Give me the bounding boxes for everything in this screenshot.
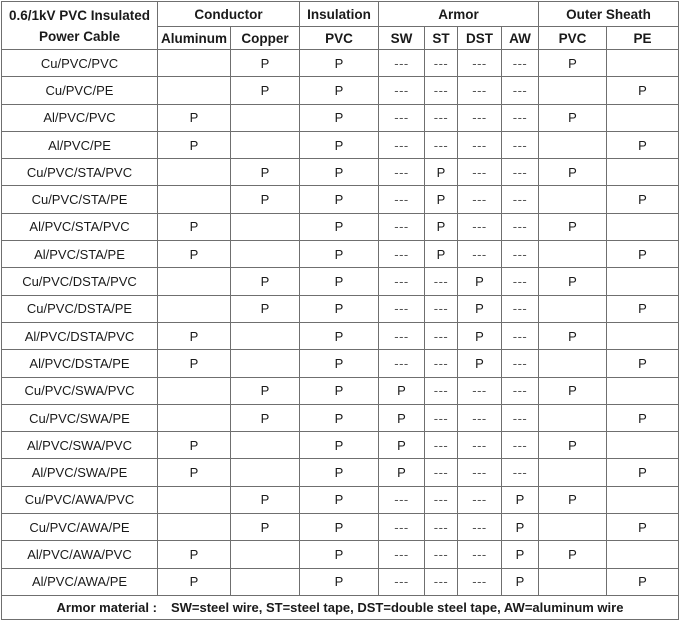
cell-sw: --- bbox=[379, 241, 425, 268]
cell-aluminum bbox=[158, 50, 231, 77]
cell-st: P bbox=[425, 213, 458, 240]
cell-aw: --- bbox=[502, 350, 539, 377]
cell-sw: P bbox=[379, 404, 425, 431]
table-row bbox=[2, 295, 679, 322]
cell-sheath-pe bbox=[607, 213, 679, 240]
cable-type-cell: Al/PVC/DSTA/PVC bbox=[2, 322, 158, 349]
table-header bbox=[2, 2, 679, 50]
cell-copper bbox=[231, 350, 300, 377]
table-row bbox=[2, 459, 679, 486]
cell-insulation-pvc: P bbox=[300, 186, 379, 213]
cell-aw: --- bbox=[502, 159, 539, 186]
cell-aluminum: P bbox=[158, 104, 231, 131]
footer-row bbox=[2, 595, 679, 619]
table-row bbox=[2, 77, 679, 104]
cell-aluminum: P bbox=[158, 350, 231, 377]
cell-copper bbox=[231, 322, 300, 349]
cell-sheath-pvc: P bbox=[539, 432, 607, 459]
cable-type-cell: Al/PVC/DSTA/PE bbox=[2, 350, 158, 377]
cell-st: --- bbox=[425, 568, 458, 595]
cell-insulation-pvc: P bbox=[300, 213, 379, 240]
cell-st: --- bbox=[425, 404, 458, 431]
cell-sw: --- bbox=[379, 568, 425, 595]
cell-st: --- bbox=[425, 377, 458, 404]
cell-aw: --- bbox=[502, 131, 539, 158]
cell-sw: --- bbox=[379, 322, 425, 349]
cell-st: --- bbox=[425, 350, 458, 377]
cell-copper bbox=[231, 432, 300, 459]
cell-aw: --- bbox=[502, 459, 539, 486]
cell-sheath-pvc: P bbox=[539, 268, 607, 295]
group-header-insulation: Insulation bbox=[300, 2, 379, 27]
cell-sheath-pe bbox=[607, 432, 679, 459]
cell-sheath-pvc: P bbox=[539, 322, 607, 349]
cell-copper: P bbox=[231, 186, 300, 213]
cell-sheath-pvc: P bbox=[539, 50, 607, 77]
cell-st: --- bbox=[425, 514, 458, 541]
table-row bbox=[2, 159, 679, 186]
cell-sw: --- bbox=[379, 186, 425, 213]
table-footer bbox=[2, 595, 679, 619]
cell-copper bbox=[231, 213, 300, 240]
cell-sheath-pe: P bbox=[607, 241, 679, 268]
cell-aw: --- bbox=[502, 104, 539, 131]
cable-type-cell: Cu/PVC/AWA/PVC bbox=[2, 486, 158, 513]
header-row-groups bbox=[2, 2, 679, 27]
cell-dst: --- bbox=[458, 432, 502, 459]
cell-dst: --- bbox=[458, 541, 502, 568]
column-header-sw: SW bbox=[379, 27, 425, 50]
cell-sheath-pvc bbox=[539, 131, 607, 158]
cell-insulation-pvc: P bbox=[300, 568, 379, 595]
cell-dst: --- bbox=[458, 568, 502, 595]
cell-aluminum bbox=[158, 268, 231, 295]
cell-aw: --- bbox=[502, 432, 539, 459]
cell-aw: P bbox=[502, 541, 539, 568]
cell-st: P bbox=[425, 186, 458, 213]
armor-legend bbox=[2, 595, 679, 619]
cell-copper: P bbox=[231, 514, 300, 541]
table-row bbox=[2, 404, 679, 431]
cell-sw: --- bbox=[379, 514, 425, 541]
cell-dst: --- bbox=[458, 377, 502, 404]
cell-sheath-pe: P bbox=[607, 350, 679, 377]
cell-aluminum bbox=[158, 159, 231, 186]
cell-dst: P bbox=[458, 295, 502, 322]
cell-sw: --- bbox=[379, 131, 425, 158]
cell-aluminum: P bbox=[158, 241, 231, 268]
table-title-cell bbox=[2, 2, 158, 50]
cell-aw: --- bbox=[502, 77, 539, 104]
cell-aw: --- bbox=[502, 404, 539, 431]
cell-insulation-pvc: P bbox=[300, 514, 379, 541]
table-row bbox=[2, 131, 679, 158]
table-row bbox=[2, 350, 679, 377]
cell-dst: --- bbox=[458, 131, 502, 158]
cell-sheath-pvc: P bbox=[539, 377, 607, 404]
cell-sheath-pe bbox=[607, 268, 679, 295]
cell-st: --- bbox=[425, 486, 458, 513]
cell-dst: P bbox=[458, 268, 502, 295]
cell-sheath-pe bbox=[607, 541, 679, 568]
cell-sw: --- bbox=[379, 159, 425, 186]
cable-type-cell: Cu/PVC/PE bbox=[2, 77, 158, 104]
cell-copper: P bbox=[231, 486, 300, 513]
group-header-conductor: Conductor bbox=[158, 2, 300, 27]
cell-copper: P bbox=[231, 159, 300, 186]
table-row bbox=[2, 268, 679, 295]
cell-sheath-pe: P bbox=[607, 131, 679, 158]
table-row bbox=[2, 241, 679, 268]
cell-insulation-pvc: P bbox=[300, 131, 379, 158]
cell-insulation-pvc: P bbox=[300, 350, 379, 377]
cable-type-cell: Cu/PVC/PVC bbox=[2, 50, 158, 77]
cell-st: --- bbox=[425, 541, 458, 568]
cell-insulation-pvc: P bbox=[300, 268, 379, 295]
cell-insulation-pvc: P bbox=[300, 77, 379, 104]
cell-sheath-pvc bbox=[539, 295, 607, 322]
cell-dst: --- bbox=[458, 486, 502, 513]
table-row bbox=[2, 322, 679, 349]
cable-spec-table bbox=[1, 1, 679, 620]
table-row bbox=[2, 514, 679, 541]
cell-sw: --- bbox=[379, 104, 425, 131]
table-title-line2: Power Cable bbox=[38, 28, 121, 44]
cell-insulation-pvc: P bbox=[300, 159, 379, 186]
cell-aw: P bbox=[502, 514, 539, 541]
column-header-sheath-pvc: PVC bbox=[539, 27, 607, 50]
cell-aluminum bbox=[158, 514, 231, 541]
cell-copper: P bbox=[231, 404, 300, 431]
cell-sheath-pe bbox=[607, 486, 679, 513]
cell-dst: --- bbox=[458, 213, 502, 240]
cell-aw: P bbox=[502, 486, 539, 513]
column-header-sheath-pe: PE bbox=[607, 27, 679, 50]
table-row bbox=[2, 486, 679, 513]
cell-sheath-pe: P bbox=[607, 77, 679, 104]
cell-aluminum bbox=[158, 186, 231, 213]
cable-type-cell: Al/PVC/PE bbox=[2, 131, 158, 158]
cell-aluminum bbox=[158, 377, 231, 404]
cell-insulation-pvc: P bbox=[300, 377, 379, 404]
cell-aw: --- bbox=[502, 295, 539, 322]
cell-insulation-pvc: P bbox=[300, 541, 379, 568]
table-row bbox=[2, 104, 679, 131]
cable-type-cell: Al/PVC/SWA/PVC bbox=[2, 432, 158, 459]
cell-sw: --- bbox=[379, 541, 425, 568]
cell-dst: --- bbox=[458, 459, 502, 486]
cell-sheath-pe: P bbox=[607, 568, 679, 595]
cell-dst: P bbox=[458, 322, 502, 349]
cell-aluminum: P bbox=[158, 213, 231, 240]
column-header-aluminum: Aluminum bbox=[158, 27, 231, 50]
cell-aluminum: P bbox=[158, 322, 231, 349]
cell-sw: --- bbox=[379, 350, 425, 377]
cell-sw: --- bbox=[379, 268, 425, 295]
column-header-aw: AW bbox=[502, 27, 539, 50]
cell-insulation-pvc: P bbox=[300, 459, 379, 486]
cell-sheath-pvc: P bbox=[539, 541, 607, 568]
cell-aw: --- bbox=[502, 377, 539, 404]
cell-aluminum: P bbox=[158, 131, 231, 158]
cell-copper: P bbox=[231, 295, 300, 322]
cell-st: --- bbox=[425, 459, 458, 486]
armor-legend-text: SW=steel wire, ST=steel tape, DST=double steel tape, AW=aluminum wire bbox=[170, 599, 624, 615]
table-row bbox=[2, 186, 679, 213]
table-row bbox=[2, 568, 679, 595]
cable-type-cell: Cu/PVC/AWA/PE bbox=[2, 514, 158, 541]
cell-aluminum: P bbox=[158, 541, 231, 568]
cell-insulation-pvc: P bbox=[300, 241, 379, 268]
cell-dst: --- bbox=[458, 50, 502, 77]
table-row bbox=[2, 541, 679, 568]
group-header-armor: Armor bbox=[379, 2, 539, 27]
cell-sw: --- bbox=[379, 77, 425, 104]
cell-sw: P bbox=[379, 459, 425, 486]
cable-type-cell: Al/PVC/PVC bbox=[2, 104, 158, 131]
cell-aluminum bbox=[158, 486, 231, 513]
group-header-outer-sheath: Outer Sheath bbox=[539, 2, 679, 27]
cable-type-cell: Al/PVC/SWA/PE bbox=[2, 459, 158, 486]
cell-sheath-pvc bbox=[539, 241, 607, 268]
table-title-line1: 0.6/1kV PVC Insulated bbox=[8, 7, 151, 23]
cell-aw: --- bbox=[502, 322, 539, 349]
cell-sheath-pe bbox=[607, 159, 679, 186]
cell-sheath-pvc bbox=[539, 186, 607, 213]
column-header-insulation-pvc: PVC bbox=[300, 27, 379, 50]
cable-type-cell: Cu/PVC/DSTA/PE bbox=[2, 295, 158, 322]
cable-type-cell: Al/PVC/AWA/PE bbox=[2, 568, 158, 595]
cell-aw: --- bbox=[502, 50, 539, 77]
cell-sheath-pvc: P bbox=[539, 104, 607, 131]
cell-dst: --- bbox=[458, 241, 502, 268]
column-header-copper: Copper bbox=[231, 27, 300, 50]
cable-type-cell: Cu/PVC/SWA/PE bbox=[2, 404, 158, 431]
cell-aluminum bbox=[158, 404, 231, 431]
cell-dst: --- bbox=[458, 404, 502, 431]
cell-insulation-pvc: P bbox=[300, 486, 379, 513]
cell-copper bbox=[231, 131, 300, 158]
table-row bbox=[2, 213, 679, 240]
cell-copper: P bbox=[231, 268, 300, 295]
cell-dst: P bbox=[458, 350, 502, 377]
cell-dst: --- bbox=[458, 77, 502, 104]
cell-aluminum bbox=[158, 295, 231, 322]
cell-st: --- bbox=[425, 432, 458, 459]
cell-sheath-pvc: P bbox=[539, 159, 607, 186]
cell-sheath-pvc: P bbox=[539, 213, 607, 240]
cell-st: --- bbox=[425, 104, 458, 131]
cell-sheath-pvc: P bbox=[539, 486, 607, 513]
cell-st: --- bbox=[425, 50, 458, 77]
cell-sheath-pe bbox=[607, 50, 679, 77]
table-row bbox=[2, 432, 679, 459]
cable-type-cell: Al/PVC/STA/PVC bbox=[2, 213, 158, 240]
cell-sheath-pvc bbox=[539, 568, 607, 595]
table-row bbox=[2, 377, 679, 404]
cell-copper bbox=[231, 459, 300, 486]
cell-aw: P bbox=[502, 568, 539, 595]
cell-sw: --- bbox=[379, 486, 425, 513]
cell-st: --- bbox=[425, 295, 458, 322]
cell-aluminum: P bbox=[158, 432, 231, 459]
cell-sw: --- bbox=[379, 295, 425, 322]
cell-sheath-pvc bbox=[539, 459, 607, 486]
cell-sheath-pe bbox=[607, 377, 679, 404]
cell-insulation-pvc: P bbox=[300, 322, 379, 349]
cable-type-cell: Cu/PVC/STA/PE bbox=[2, 186, 158, 213]
cell-st: P bbox=[425, 241, 458, 268]
cell-dst: --- bbox=[458, 514, 502, 541]
cell-sheath-pvc bbox=[539, 350, 607, 377]
cell-sw: --- bbox=[379, 50, 425, 77]
cell-st: --- bbox=[425, 77, 458, 104]
cell-sheath-pvc bbox=[539, 514, 607, 541]
cell-aluminum bbox=[158, 77, 231, 104]
cell-st: --- bbox=[425, 268, 458, 295]
cell-aw: --- bbox=[502, 186, 539, 213]
column-header-st: ST bbox=[425, 27, 458, 50]
cable-type-cell: Cu/PVC/DSTA/PVC bbox=[2, 268, 158, 295]
cable-type-cell: Al/PVC/AWA/PVC bbox=[2, 541, 158, 568]
cell-insulation-pvc: P bbox=[300, 432, 379, 459]
cable-type-cell: Cu/PVC/STA/PVC bbox=[2, 159, 158, 186]
table-body bbox=[2, 50, 679, 596]
cell-copper: P bbox=[231, 77, 300, 104]
cell-insulation-pvc: P bbox=[300, 104, 379, 131]
cell-sw: --- bbox=[379, 213, 425, 240]
cell-copper bbox=[231, 568, 300, 595]
cell-aw: --- bbox=[502, 268, 539, 295]
cell-sw: P bbox=[379, 377, 425, 404]
cell-dst: --- bbox=[458, 104, 502, 131]
cell-aw: --- bbox=[502, 213, 539, 240]
cell-copper bbox=[231, 104, 300, 131]
cell-sw: P bbox=[379, 432, 425, 459]
cell-st: --- bbox=[425, 131, 458, 158]
cell-sheath-pe: P bbox=[607, 459, 679, 486]
cell-insulation-pvc: P bbox=[300, 404, 379, 431]
cell-insulation-pvc: P bbox=[300, 50, 379, 77]
cable-type-cell: Cu/PVC/SWA/PVC bbox=[2, 377, 158, 404]
cell-aluminum: P bbox=[158, 459, 231, 486]
cell-copper: P bbox=[231, 377, 300, 404]
cell-dst: --- bbox=[458, 159, 502, 186]
cell-copper: P bbox=[231, 50, 300, 77]
cell-sheath-pe: P bbox=[607, 186, 679, 213]
cell-dst: --- bbox=[458, 186, 502, 213]
cell-copper bbox=[231, 241, 300, 268]
cell-sheath-pe: P bbox=[607, 404, 679, 431]
cell-sheath-pe: P bbox=[607, 514, 679, 541]
cell-sheath-pe: P bbox=[607, 295, 679, 322]
armor-legend-label: Armor material : bbox=[56, 599, 157, 615]
cell-aluminum: P bbox=[158, 568, 231, 595]
cell-aw: --- bbox=[502, 241, 539, 268]
cell-sheath-pvc bbox=[539, 77, 607, 104]
cable-type-cell: Al/PVC/STA/PE bbox=[2, 241, 158, 268]
cell-st: P bbox=[425, 159, 458, 186]
cell-sheath-pe bbox=[607, 104, 679, 131]
cell-st: --- bbox=[425, 322, 458, 349]
cell-sheath-pe bbox=[607, 322, 679, 349]
column-header-dst: DST bbox=[458, 27, 502, 50]
cell-insulation-pvc: P bbox=[300, 295, 379, 322]
cell-copper bbox=[231, 541, 300, 568]
table-row bbox=[2, 50, 679, 77]
cell-sheath-pvc bbox=[539, 404, 607, 431]
